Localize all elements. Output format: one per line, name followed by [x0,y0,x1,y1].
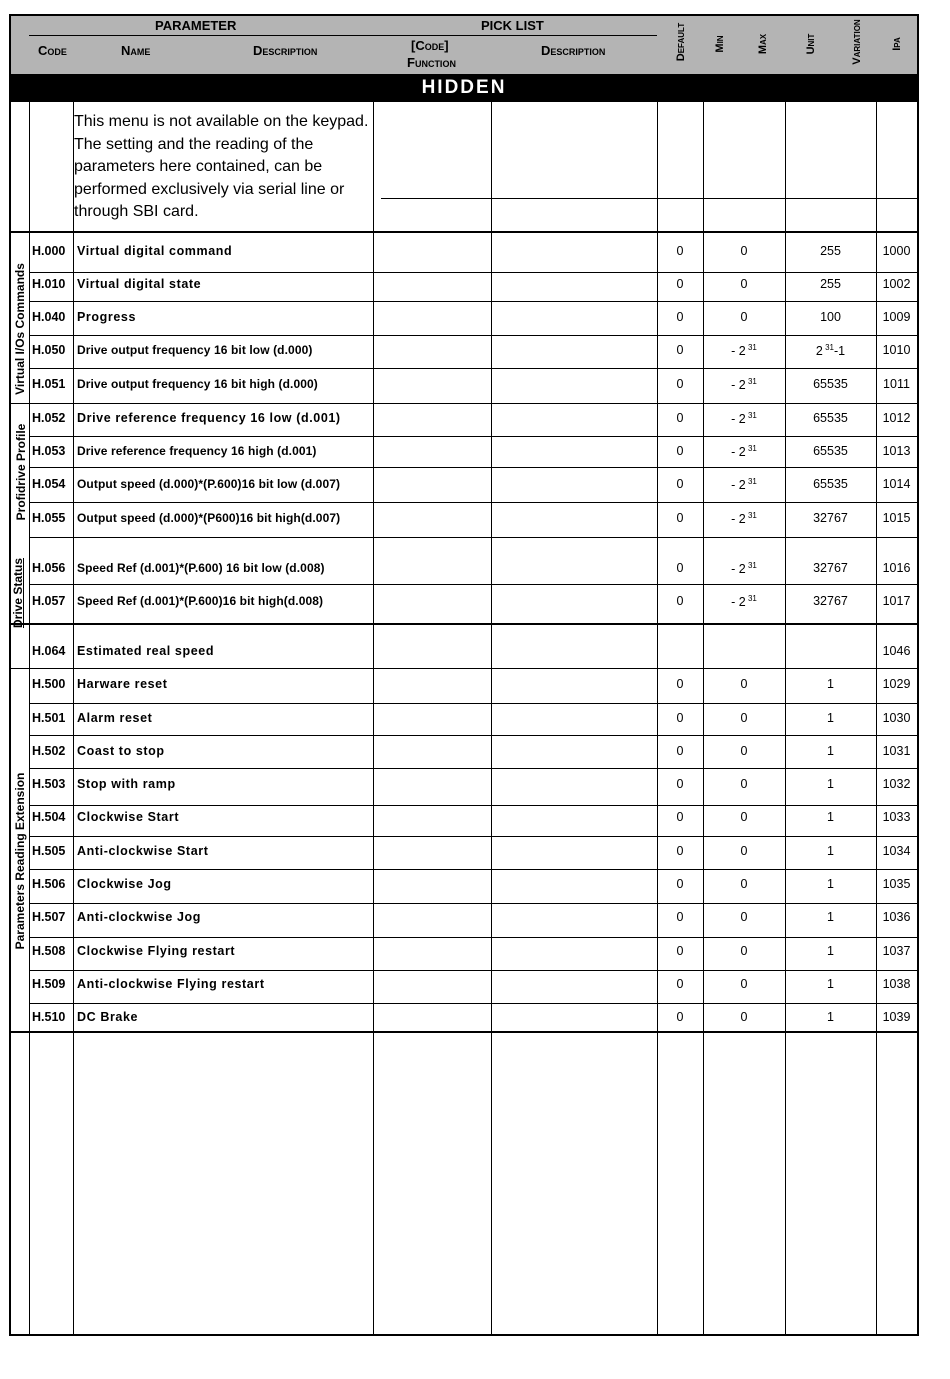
param-ipa: 1002 [882,277,911,291]
param-default: 0 [676,1010,684,1024]
param-min [703,377,785,392]
param-default: 0 [676,244,684,258]
header-unit: Unit [805,33,817,55]
param-ipa: 1013 [882,444,911,458]
param-name: Virtual digital command [77,244,233,258]
param-max: 255 [820,244,841,258]
param-max: 1 [827,744,834,758]
group-drive-status: Drive Status [11,557,25,629]
param-code: H.500 [32,677,66,691]
header-pick-description: Description [541,43,606,58]
param-default: 0 [676,977,684,991]
param-name: Progress [77,310,136,324]
param-min: 0 [740,977,748,991]
param-ipa: 1017 [882,594,911,608]
param-code: H.501 [32,711,66,725]
param-name: Anti-clockwise Start [77,844,209,858]
param-default: 0 [676,744,684,758]
param-ipa: 1014 [882,477,911,491]
param-min-exponent: 31 [745,343,757,352]
param-default: 0 [676,877,684,891]
param-min: 0 [740,277,748,291]
param-min-base: - 2 [731,595,746,610]
param-name: DC Brake [77,1010,139,1024]
header-name: Name [121,43,151,58]
param-code: H.050 [32,343,66,357]
param-code: H.506 [32,877,66,891]
param-ipa: 1011 [883,377,910,391]
param-max: 100 [820,310,841,324]
param-name: Drive reference frequency 16 high (d.001) [77,444,317,458]
param-max: 1 [827,777,834,791]
param-name: Output speed (d.000)*(P.600)16 bit low (d.007) [77,477,341,491]
param-code: H.502 [32,744,66,758]
header-max: Max [757,33,769,55]
param-ipa: 1036 [882,910,911,924]
param-ipa: 1033 [882,810,911,824]
header-code-function-2: Function [407,55,456,70]
param-name: Virtual digital state [77,277,202,291]
param-min-base: - 2 [731,512,746,527]
param-name: Harware reset [77,677,168,691]
param-code: H.040 [32,310,66,324]
header-description: Description [253,43,318,58]
param-min: 0 [740,244,748,258]
param-name: Alarm reset [77,711,153,725]
menu-note: This menu is not available on the keypad. The setting and the reading of the parameters here contained, can be performed exclusively via serial line or through SBI card. [74,113,369,220]
param-default: 0 [676,944,684,958]
header-code-function-1: [Code] [411,38,449,53]
param-name: Clockwise Start [77,810,180,824]
param-min-exponent: 31 [745,377,757,386]
param-max: 1 [827,844,834,858]
group-virtual-io-commands: Virtual I/Os Commands [13,263,27,395]
header-default: Default [675,22,687,62]
param-name: Speed Ref (d.001)*(P.600)16 bit high(d.008) [77,594,324,608]
group-parameters-reading-extension: Parameters Reading Extension [13,772,27,950]
param-max: 65535 [813,377,848,391]
section-title: HIDDEN [11,74,917,102]
param-min-exponent: 31 [745,444,757,453]
param-min-exponent: 31 [745,411,757,420]
param-max: 1 [827,711,834,725]
param-code: H.510 [32,1010,66,1024]
param-code: H.055 [32,511,66,525]
param-max: 1 [827,677,834,691]
param-ipa: 1035 [882,877,911,891]
param-min: 0 [740,711,748,725]
param-max: 1 [827,977,834,991]
param-min-exponent: 31 [745,477,757,486]
param-ipa: 1009 [882,310,911,324]
param-default: 0 [676,561,684,575]
param-max-suffix: -1 [833,344,846,359]
param-min: 0 [740,777,748,791]
param-default: 0 [676,444,684,458]
param-code: H.052 [32,411,66,425]
param-max: 65535 [813,444,848,458]
param-max: 1 [827,1010,834,1024]
param-name: Drive reference frequency 16 low (d.001) [77,411,341,425]
param-code: H.508 [32,944,66,958]
param-code: H.509 [32,977,66,991]
group-profidrive-profile: Profidrive Profile [14,423,28,521]
param-code: H.057 [32,594,66,608]
param-default: 0 [676,343,684,357]
param-min: 0 [740,910,748,924]
param-max: 1 [827,810,834,824]
param-max: 255 [820,277,841,291]
param-min-base: - 2 [731,378,746,393]
param-max: 65535 [813,411,848,425]
param-name: Anti-clockwise Flying restart [77,977,265,991]
param-code: H.503 [32,777,66,791]
header-variation: Variation [851,19,863,65]
param-max-base: 2 [815,344,823,359]
param-min-base: - 2 [731,445,746,460]
param-code: H.010 [32,277,66,291]
param-name: Drive output frequency 16 bit low (d.000) [77,343,313,357]
param-default: 0 [676,310,684,324]
param-name: Speed Ref (d.001)*(P.600) 16 bit low (d.008) [77,561,325,575]
param-default: 0 [676,711,684,725]
param-max: 1 [827,944,834,958]
param-ipa: 1032 [882,777,911,791]
param-name: Clockwise Flying restart [77,944,236,958]
param-min: 0 [740,744,748,758]
param-ipa: 1012 [882,411,911,425]
param-min: 0 [740,877,748,891]
param-default: 0 [676,810,684,824]
param-code: H.053 [32,444,66,458]
param-min: 0 [740,944,748,958]
param-min [703,343,785,358]
param-default: 0 [676,411,684,425]
param-min-base: - 2 [731,478,746,493]
param-ipa: 1039 [882,1010,911,1024]
param-min [703,444,785,459]
param-max: 32767 [813,511,848,525]
param-ipa: 1037 [882,944,911,958]
param-min [703,411,785,426]
param-min: 0 [740,310,748,324]
param-min-base: - 2 [731,562,746,577]
header-min: Min [714,35,726,53]
note-divider [381,198,917,199]
param-min-exponent: 31 [745,561,757,570]
param-name: Output speed (d.000)*(P600)16 bit high(d.007) [77,511,341,525]
param-max: 1 [827,910,834,924]
param-name: Drive output frequency 16 bit high (d.000) [77,377,318,391]
param-ipa: 1015 [882,511,911,525]
param-ipa: 1010 [882,343,911,357]
param-default: 0 [676,277,684,291]
parameter-table [9,14,919,1336]
param-min: 0 [740,844,748,858]
param-max [785,343,876,358]
param-default: 0 [676,594,684,608]
param-code: H.504 [32,810,66,824]
param-min: 0 [740,1010,748,1024]
param-name: Stop with ramp [77,777,176,791]
param-max-exponent: 31 [822,343,834,352]
param-min [703,561,785,576]
param-min [703,511,785,526]
param-ipa: 1031 [882,744,911,758]
header-code: Code [38,43,67,58]
param-code: H.054 [32,477,66,491]
param-min: 0 [740,810,748,824]
param-min: 0 [740,677,748,691]
param-default: 0 [676,377,684,391]
header-parameter: PARAMETER [155,18,237,33]
param-code: H.051 [32,377,66,391]
param-name: Clockwise Jog [77,877,172,891]
param-code: H.000 [32,244,66,258]
param-max: 65535 [813,477,848,491]
header-ipa: Ipa [891,37,903,51]
header-pick-list: PICK LIST [481,18,544,33]
param-code: H.505 [32,844,66,858]
param-min-exponent: 31 [745,594,757,603]
param-default: 0 [676,477,684,491]
param-ipa: 1030 [882,711,911,725]
param-default: 0 [676,511,684,525]
param-name: Coast to stop [77,744,165,758]
param-max: 1 [827,877,834,891]
param-min-exponent: 31 [745,511,757,520]
param-max: 32767 [813,594,848,608]
param-min [703,594,785,609]
param-code: H.064 [32,644,66,658]
param-code: H.056 [32,561,66,575]
param-ipa: 1038 [882,977,911,991]
param-min-base: - 2 [731,344,746,359]
param-ipa: 1029 [882,677,911,691]
param-ipa: 1034 [882,844,911,858]
param-ipa: 1000 [882,244,911,258]
param-min [703,477,785,492]
param-default: 0 [676,910,684,924]
param-default: 0 [676,677,684,691]
param-default: 0 [676,777,684,791]
param-ipa: 1046 [882,644,911,658]
param-code: H.507 [32,910,66,924]
param-name: Anti-clockwise Jog [77,910,202,924]
param-name: Estimated real speed [77,644,215,658]
param-max: 32767 [813,561,848,575]
param-default: 0 [676,844,684,858]
param-ipa: 1016 [882,561,911,575]
param-min-base: - 2 [731,412,746,427]
